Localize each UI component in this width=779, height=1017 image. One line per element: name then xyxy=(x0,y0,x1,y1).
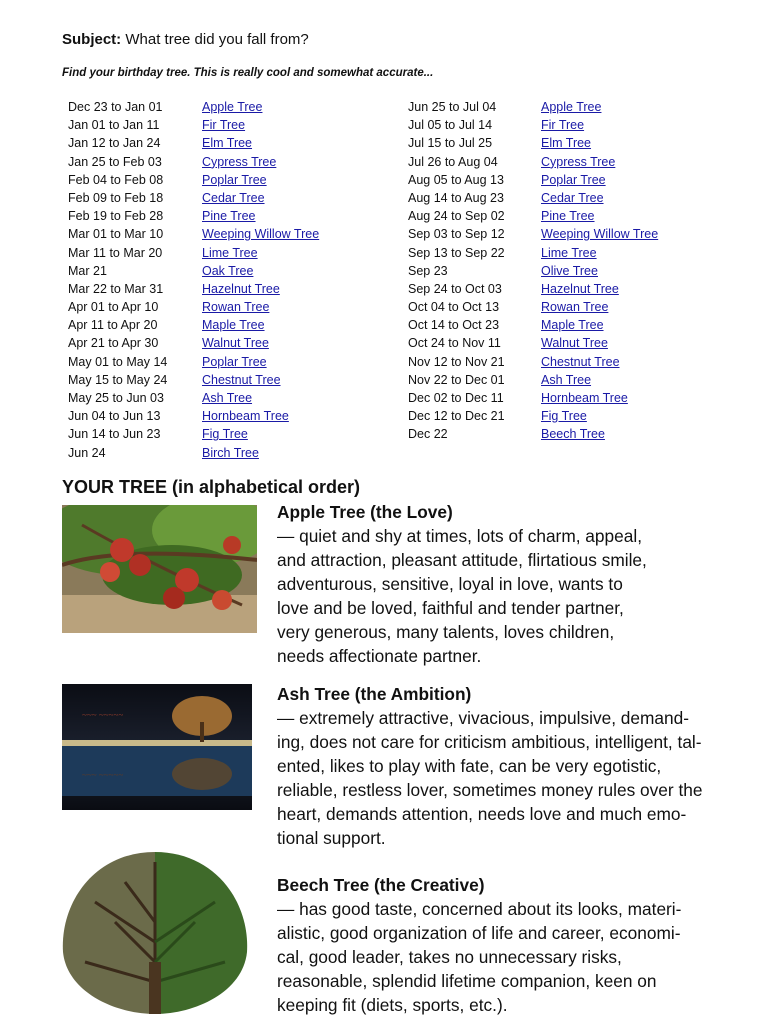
birthday-table-left xyxy=(68,98,368,462)
entry-line: — has good taste, concerned about its looks, materi- xyxy=(277,899,682,919)
date-range: Apr 21 to Apr 30 xyxy=(68,336,159,351)
date-range: Dec 22 xyxy=(408,427,448,442)
date-row xyxy=(408,153,708,171)
date-row xyxy=(408,262,708,280)
entry-line: adventurous, sensitive, loyal in love, wants to xyxy=(277,574,623,594)
section-heading: YOUR TREE (in alphabetical order) xyxy=(62,477,361,497)
date-range: Jan 12 to Jan 24 xyxy=(68,136,161,151)
date-range: Jun 04 to Jun 13 xyxy=(68,409,161,424)
date-range: Oct 04 to Oct 13 xyxy=(408,300,500,315)
tree-link[interactable]: Elm Tree xyxy=(541,136,592,151)
tree-link[interactable]: Fir Tree xyxy=(202,118,246,133)
date-row xyxy=(68,153,368,171)
date-range: Nov 22 to Dec 01 xyxy=(408,372,505,387)
entry-line: needs affectionate partner. xyxy=(277,646,482,666)
tree-link[interactable]: Lime Tree xyxy=(541,245,597,260)
date-range: Dec 02 to Dec 11 xyxy=(408,391,504,405)
date-row xyxy=(408,134,708,152)
tree-link[interactable]: Walnut Tree xyxy=(202,336,269,351)
tree-link[interactable]: Fig Tree xyxy=(541,409,587,424)
tree-link[interactable]: Maple Tree xyxy=(202,318,265,333)
entry-line: reliable, restless lover, sometimes money rules over the xyxy=(277,780,703,800)
date-range: Jul 26 to Aug 04 xyxy=(408,154,498,169)
date-row xyxy=(408,244,708,262)
tree-link[interactable]: Elm Tree xyxy=(202,136,253,151)
date-row xyxy=(68,371,368,389)
tree-link[interactable]: Poplar Tree xyxy=(202,172,267,187)
date-range: Mar 11 to Mar 20 xyxy=(68,245,163,260)
tree-link[interactable]: Chestnut Tree xyxy=(541,354,620,369)
date-row xyxy=(408,371,708,389)
date-row xyxy=(408,189,708,207)
date-range: Jun 24 xyxy=(68,445,106,460)
date-row xyxy=(68,244,368,262)
date-row xyxy=(68,425,368,443)
subject-label: Subject: xyxy=(62,31,122,48)
date-range: Jul 15 to Jul 25 xyxy=(408,136,493,151)
date-row xyxy=(68,444,368,462)
birthday-table-right xyxy=(408,98,708,444)
date-row xyxy=(68,171,368,189)
date-range: May 01 to May 14 xyxy=(68,354,168,369)
date-row xyxy=(68,298,368,316)
svg-text:~~~ ~~~~~: ~~~ ~~~~~ xyxy=(82,710,124,720)
tree-link[interactable]: Poplar Tree xyxy=(541,172,606,187)
tree-link[interactable]: Fig Tree xyxy=(202,427,248,442)
date-row xyxy=(408,425,708,443)
tree-link[interactable]: Weeping Willow Tree xyxy=(541,227,659,242)
entry-line: cal, good leader, takes no unnecessary risks, xyxy=(277,947,622,967)
date-range: Jun 14 to Jun 23 xyxy=(68,427,161,442)
tree-link[interactable]: Lime Tree xyxy=(202,245,258,260)
date-range: Mar 01 to Mar 10 xyxy=(68,227,164,242)
entry-line: keeping fit (diets, sports, etc.). xyxy=(277,995,508,1015)
date-row xyxy=(68,316,368,334)
date-range: Jan 01 to Jan 11 xyxy=(68,118,160,133)
tree-link[interactable]: Pine Tree xyxy=(202,209,256,224)
tree-link[interactable]: Cypress Tree xyxy=(202,154,277,169)
date-range: May 15 to May 24 xyxy=(68,372,168,387)
tree-link[interactable]: Beech Tree xyxy=(541,427,605,442)
subject-text: What tree did you fall from? xyxy=(125,31,309,48)
date-row xyxy=(68,262,368,280)
tree-link[interactable]: Walnut Tree xyxy=(541,336,608,351)
entry-line: ing, does not care for criticism ambitious, intelligent, tal- xyxy=(277,732,702,752)
email-subject xyxy=(62,31,309,48)
date-range: Oct 24 to Nov 11 xyxy=(408,336,501,351)
date-row xyxy=(408,171,708,189)
date-row xyxy=(408,334,708,352)
intro-text: Find your birthday tree. This is really cool and somewhat accurate... xyxy=(62,67,434,79)
date-row xyxy=(408,98,708,116)
tree-link[interactable]: Cedar Tree xyxy=(202,190,265,205)
tree-link[interactable]: Hornbeam Tree xyxy=(541,391,628,405)
date-range: Dec 23 to Jan 01 xyxy=(68,100,163,114)
date-row xyxy=(408,298,708,316)
tree-link[interactable]: Oak Tree xyxy=(202,263,254,278)
date-row xyxy=(68,280,368,298)
tree-link[interactable]: Weeping Willow Tree xyxy=(202,227,320,242)
date-row xyxy=(68,353,368,371)
date-range: Sep 24 to Oct 03 xyxy=(408,281,502,296)
tree-link[interactable]: Birch Tree xyxy=(202,445,259,460)
date-range: Jan 25 to Feb 03 xyxy=(68,154,162,169)
date-row xyxy=(408,225,708,243)
tree-link[interactable]: Fir Tree xyxy=(541,118,585,133)
date-row xyxy=(68,407,368,425)
apple-tree-photo xyxy=(62,505,257,633)
date-row xyxy=(68,207,368,225)
date-row xyxy=(68,98,368,116)
date-range: Feb 19 to Feb 28 xyxy=(68,209,164,224)
tree-link[interactable]: Ash Tree xyxy=(202,391,253,405)
date-range: Aug 24 to Sep 02 xyxy=(408,209,505,224)
date-row xyxy=(68,189,368,207)
tree-link[interactable]: Ash Tree xyxy=(541,372,592,387)
beech-tree-illustration xyxy=(55,842,255,1014)
entry-line: heart, demands attention, needs love and much emo- xyxy=(277,804,687,824)
tree-link[interactable]: Apple Tree xyxy=(541,100,602,114)
entry-title: Ash Tree (the Ambition) xyxy=(277,684,472,704)
date-range: Sep 23 xyxy=(408,263,448,278)
date-range: May 25 to Jun 03 xyxy=(68,391,164,405)
entry-line: ented, likes to play with fate, can be very egotistic, xyxy=(277,756,662,776)
tree-link[interactable]: Rowan Tree xyxy=(202,300,270,315)
entry-title: Apple Tree (the Love) xyxy=(277,502,453,522)
date-row xyxy=(68,389,368,407)
tree-link[interactable]: Olive Tree xyxy=(541,263,598,278)
tree-link[interactable]: Cedar Tree xyxy=(541,190,604,205)
tree-link[interactable]: Rowan Tree xyxy=(541,300,609,315)
entry-title: Beech Tree (the Creative) xyxy=(277,875,485,895)
date-row xyxy=(68,134,368,152)
date-range: Apr 11 to Apr 20 xyxy=(68,318,158,333)
tree-link[interactable]: Hazelnut Tree xyxy=(541,281,619,296)
date-row xyxy=(68,225,368,243)
date-range: Mar 22 to Mar 31 xyxy=(68,281,164,296)
entry-line: love and be loved, faithful and tender partner, xyxy=(277,598,624,618)
entry-line: very generous, many talents, loves children, xyxy=(277,622,615,642)
tree-link[interactable]: Chestnut Tree xyxy=(202,372,281,387)
entry-line: tional support. xyxy=(277,828,386,848)
entry-beech-tree xyxy=(277,873,681,1017)
date-row xyxy=(408,389,708,407)
date-range: Aug 14 to Aug 23 xyxy=(408,190,504,205)
date-row xyxy=(408,116,708,134)
date-range: Nov 12 to Nov 21 xyxy=(408,354,505,369)
date-range: Jun 25 to Jul 04 xyxy=(408,100,497,114)
entry-line: — extremely attractive, vivacious, impulsive, demand- xyxy=(277,708,690,728)
date-range: Jul 05 to Jul 14 xyxy=(408,118,493,133)
date-row xyxy=(408,207,708,225)
date-row xyxy=(408,316,708,334)
date-range: Sep 03 to Sep 12 xyxy=(408,227,505,242)
entry-line: and attraction, pleasant attitude, flirtatious smile, xyxy=(277,550,647,570)
tree-link[interactable]: Cypress Tree xyxy=(541,154,616,169)
entry-line: reasonable, splendid lifetime companion, keen on xyxy=(277,971,657,991)
date-range: Mar 21 xyxy=(68,263,107,278)
entry-line: — quiet and shy at times, lots of charm, appeal, xyxy=(277,526,643,546)
tree-link[interactable]: Pine Tree xyxy=(541,209,595,224)
svg-text:~~~ ~~~~~: ~~~ ~~~~~ xyxy=(82,770,124,780)
entry-line: alistic, good organization of life and career, economi- xyxy=(277,923,681,943)
date-range: Feb 09 to Feb 18 xyxy=(68,190,164,205)
entry-apple-tree xyxy=(277,500,647,668)
date-range: Sep 13 to Sep 22 xyxy=(408,245,505,260)
date-range: Aug 05 to Aug 13 xyxy=(408,172,504,187)
date-row xyxy=(68,116,368,134)
date-range: Feb 04 to Feb 08 xyxy=(68,172,164,187)
tree-link[interactable]: Maple Tree xyxy=(541,318,604,333)
date-row xyxy=(408,407,708,425)
date-range: Apr 01 to Apr 10 xyxy=(68,300,159,315)
date-row xyxy=(68,334,368,352)
tree-link[interactable]: Hazelnut Tree xyxy=(202,281,280,296)
entry-ash-tree xyxy=(277,682,702,850)
date-row xyxy=(408,280,708,298)
date-row xyxy=(408,353,708,371)
date-range: Dec 12 to Dec 21 xyxy=(408,409,505,424)
tree-link[interactable]: Hornbeam Tree xyxy=(202,409,289,424)
date-range: Oct 14 to Oct 23 xyxy=(408,318,500,333)
tree-link[interactable]: Apple Tree xyxy=(202,100,263,114)
ash-tree-photo xyxy=(62,684,252,810)
tree-link[interactable]: Poplar Tree xyxy=(202,354,267,369)
